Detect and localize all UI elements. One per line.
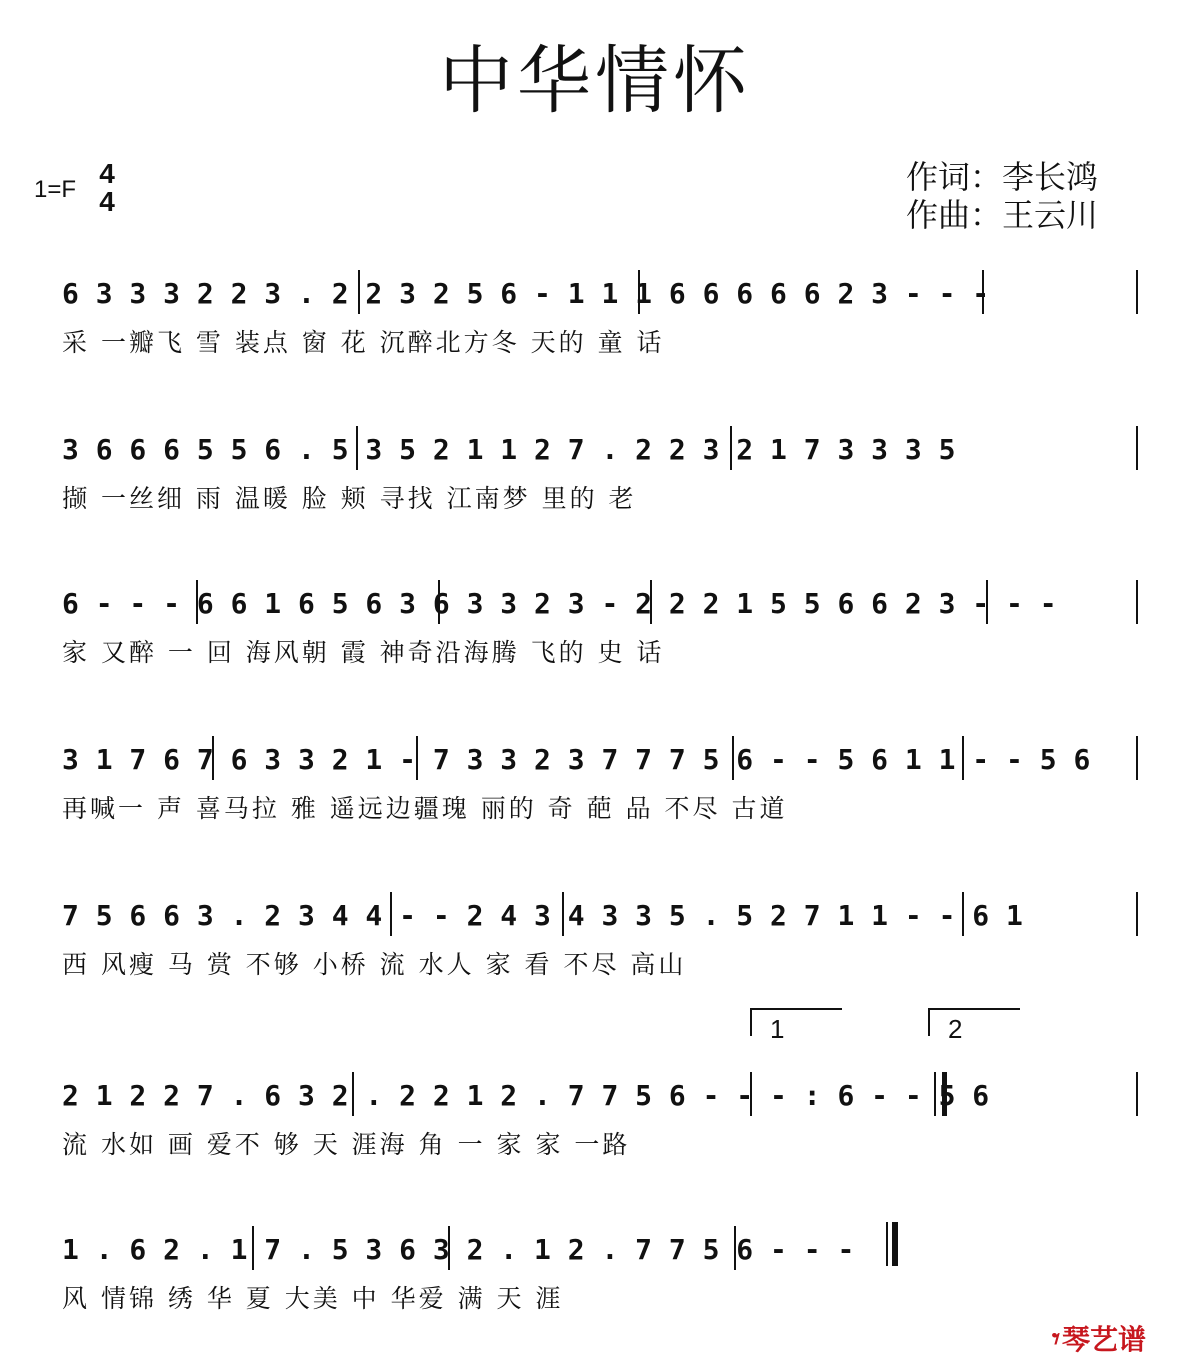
notation-line: 3 6 6 6 5 5 6 . 5 3 5 2 1 1 2 7 . 2 2 3 2 1 7 3 3 3 5: [62, 433, 956, 466]
score-row-6: [58, 1014, 1142, 1178]
score-row-7: [58, 1222, 1142, 1332]
logo-text: 琴艺谱: [1061, 1323, 1146, 1356]
volta-1: [750, 1008, 842, 1044]
volta-1-label: 1: [770, 1014, 785, 1044]
final-barline-thin: [886, 1222, 888, 1266]
notation-line: 6 3 3 3 2 2 3 . 2 2 3 2 5 6 - 1 1 1 6 6 6 6 6 2 3 - - -: [62, 277, 990, 310]
song-title: 中华情怀: [439, 38, 751, 124]
lyrics-line: 采 一瓣飞 雪 装点 窗 花 沉醉北方冬 天的 童 话: [62, 328, 665, 357]
score-row-3: [58, 576, 1142, 686]
lyrics-line: 家 又醉 一 回 海风朝 霞 神奇沿海腾 飞的 史 话: [62, 638, 665, 667]
credits: [906, 158, 1098, 234]
notation-line: 2 1 2 2 7 . 6 3 2 . 2 2 1 2 . 7 7 5 6 - - - : 6 - - 5 6: [62, 1079, 990, 1112]
notation-line: 1 . 6 2 . 1 7 . 5 3 6 3 2 . 1 2 . 7 7 5 6 - - -: [62, 1233, 855, 1266]
lyrics-line: 流 水如 画 爱不 够 天 涯海 角 一 家 家 一路: [62, 1130, 631, 1159]
volta-2-label: 2: [948, 1014, 963, 1044]
key-signature: 1=F: [34, 176, 77, 203]
volta-2: [928, 1008, 1020, 1044]
notation-line: 6 - - - 6 6 1 6 5 6 3 6 3 3 2 3 - 2 2 2 1 5 5 6 6 2 3 - - -: [62, 587, 1057, 620]
time-signature-top: 4: [99, 158, 115, 189]
notation-line: 7 5 6 6 3 . 2 3 4 4 - - 2 4 3 4 3 3 5 . 5 2 7 1 1 - - 6 1: [62, 899, 1023, 932]
lyrics-line: 风 情锦 绣 华 夏 大美 中 华爱 满 天 涯: [62, 1284, 564, 1313]
logo-icon: 𝄾: [1052, 1322, 1060, 1357]
score-row-5: [58, 888, 1142, 998]
lyricist-credit: 作词：李长鸿: [906, 158, 1099, 196]
score-row-2: [58, 422, 1142, 532]
score-row-1: [58, 266, 1142, 376]
score-row-4: [58, 732, 1142, 842]
lyrics-line: 再喊一 声 喜马拉 雅 遥远边疆瑰 丽的 奇 葩 品 不尽 古道: [62, 794, 788, 823]
lyrics-line: 西 风瘦 马 赏 不够 小桥 流 水人 家 看 不尽 高山: [62, 950, 687, 979]
time-signature: [97, 160, 117, 216]
composer-credit: 作曲：王云川: [906, 196, 1099, 234]
final-barline: [886, 1222, 896, 1266]
time-signature-bottom: 4: [99, 186, 115, 217]
final-barline-thick: [892, 1222, 898, 1266]
site-logo: [1052, 1318, 1146, 1358]
notation-line: 3 1 7 6 7 6 3 3 2 1 - 7 3 3 2 3 7 7 7 5 6 - - 5 6 1 1 - - 5 6: [62, 743, 1091, 776]
lyrics-line: 撷 一丝细 雨 温暖 脸 颊 寻找 江南梦 里的 老: [62, 484, 637, 513]
